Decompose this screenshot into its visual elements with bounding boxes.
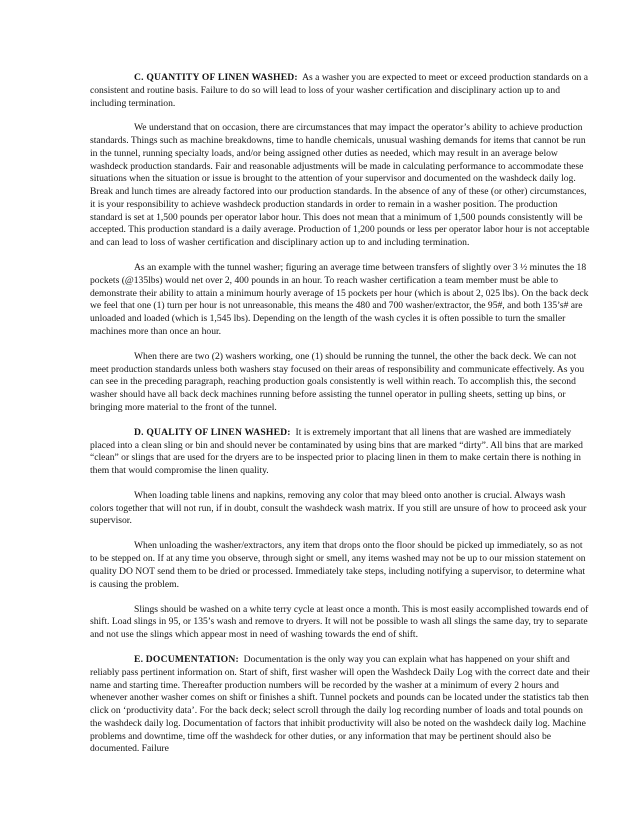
section-heading-quantity: C. QUANTITY OF LINEN WASHED: [134, 72, 298, 83]
paragraph-text: It is extremely important that all linens that are washed are immediately placed into a clean sling or bin and should never be contaminated by using bins that are marked “dirty”. All bins that are marked “clean” or slings that are used for the dryers are to be inspected prior to placing linen in them to make certain there is nothing in them that would compromise the linen quality. [90, 426, 583, 476]
paragraph-unloading: When unloading the washer/extractors, any item that drops onto the floor should be picked up immediately, so as not to be stepped on. If at any time you observe, through sight or smell, any items washed may not be up to our mission statement on quality DO NOT send them to be dried or processed. Immediately take steps, including notifying a supervisor, to determine what is causing the problem. [90, 540, 586, 590]
paragraph-text: Documentation is the only way you can explain what has happened on your shift and reliably pass pertinent information on. Start of shift, first washer will open the Washdeck Daily Log with the correct date and their name and starting time. Thereafter production numbers will be recorded by the washer at a minimum of every 2 hours and whenever another washer comes on shift or finishes a shift. Tunnel pockets and pounds can be located under the statistics tab then click on ‘productivity data’. For the back deck; select scroll through the daily log recording number of loads and total pounds on the washdeck daily log. Documentation of factors that inhibit productivity will also be noted on the washdeck daily log. Machine problems and downtime, time off the washdeck for other duties, or any information that may be pertinent should also be documented. Failure [90, 654, 590, 755]
paragraph-circumstances: We understand that on occasion, there are circumstances that may impact the operator’s ability to achieve production standards. Things such as machine breakdowns, time to handle chemicals, unusual washing demands for items that cannot be run in the tunnel, running specialty loads, and/or being assigned other duties as needed, which may result in an average below washdeck production standards. Fair and reasonable adjustments will be made in calculating performance to accommodate these situations when the situation or issue is brought to the attention of your supervisor and documented on the washdeck daily log. Break and lunch times are already factored into our production standards. In the absence of any of these (or other) circumstances, it is your responsibility to achieve washdeck production standards in order to remain in a washer position. The production standard is set at 1,500 pounds per operator labor hour. This does not mean that a minimum of 1,500 pounds consistently will be accepted. This production standard is a daily average. Production of 1,200 pounds or less per operator labor hour is not acceptable and can lead to loss of washer certification and disciplinary action up to and including termination. [90, 122, 590, 249]
paragraph-slings: Slings should be washed on a white terry cycle at least once a month. This is most easily accomplished towards end of shift. Load slings in 95, or 135’s wash and remove to dryers. It will not be possible to wash all slings the same day, try to separate and not use the slings which appear most in need of washing towards the end of shift. [90, 603, 589, 641]
paragraph-tunnel-example: As an example with the tunnel washer; figuring an average time between transfers of slightly over 3 ½ minutes the 18 pockets (@135lbs) would net over 2, 400 pounds in an hour. To reach washer certification a team member must be able to demonstrate their ability to attain a minimum hourly average of 15 pockets per hour (which is about 2, 025 lbs). On the back deck we feel that one (1) turn per hour is not unreasonable, this means the 480 and 700 washer/extractor, the 95#, and both 135’s# are unloaded and loaded (which is 1,545 lbs). Depending on the length of the wash cycles it is often possible to turn the smaller machines more than once an hour. [90, 262, 589, 337]
paragraph-quantity-intro [90, 72, 591, 110]
paragraph-quality-intro [90, 427, 591, 478]
paragraph-text: As a washer you are expected to meet or exceed production standards on a consistent and routine basis. Failure to do so will lead to loss of your washer certification and disciplinary action up to and including termination. [90, 72, 588, 109]
paragraph-two-washers: When there are two (2) washers working, one (1) should be running the tunnel, the other the back deck. We can not meet production standards unless both washers stay focused on their areas of responsibility and communicate effectively. As you can see in the preceding paragraph, reaching production goals consistently is well within reach. To accomplish this, the second washer should have all back deck machines running before assisting the tunnel operator in pulling sheets, setting up bins, or bringing more material to the front of the tunnel. [90, 350, 585, 413]
paragraph-table-linens: When loading table linens and napkins, removing any color that may bleed onto another is crucial. Always wash colors together that will not run, if in doubt, consult the washdeck wash matrix. If you still are unsure of how to proceed ask your supervisor. [90, 489, 587, 527]
section-heading-quality: D. QUALITY OF LINEN WASHED: [134, 426, 291, 438]
section-heading-documentation: E. DOCUMENTATION: [134, 654, 239, 665]
paragraph-documentation-intro [90, 654, 591, 756]
